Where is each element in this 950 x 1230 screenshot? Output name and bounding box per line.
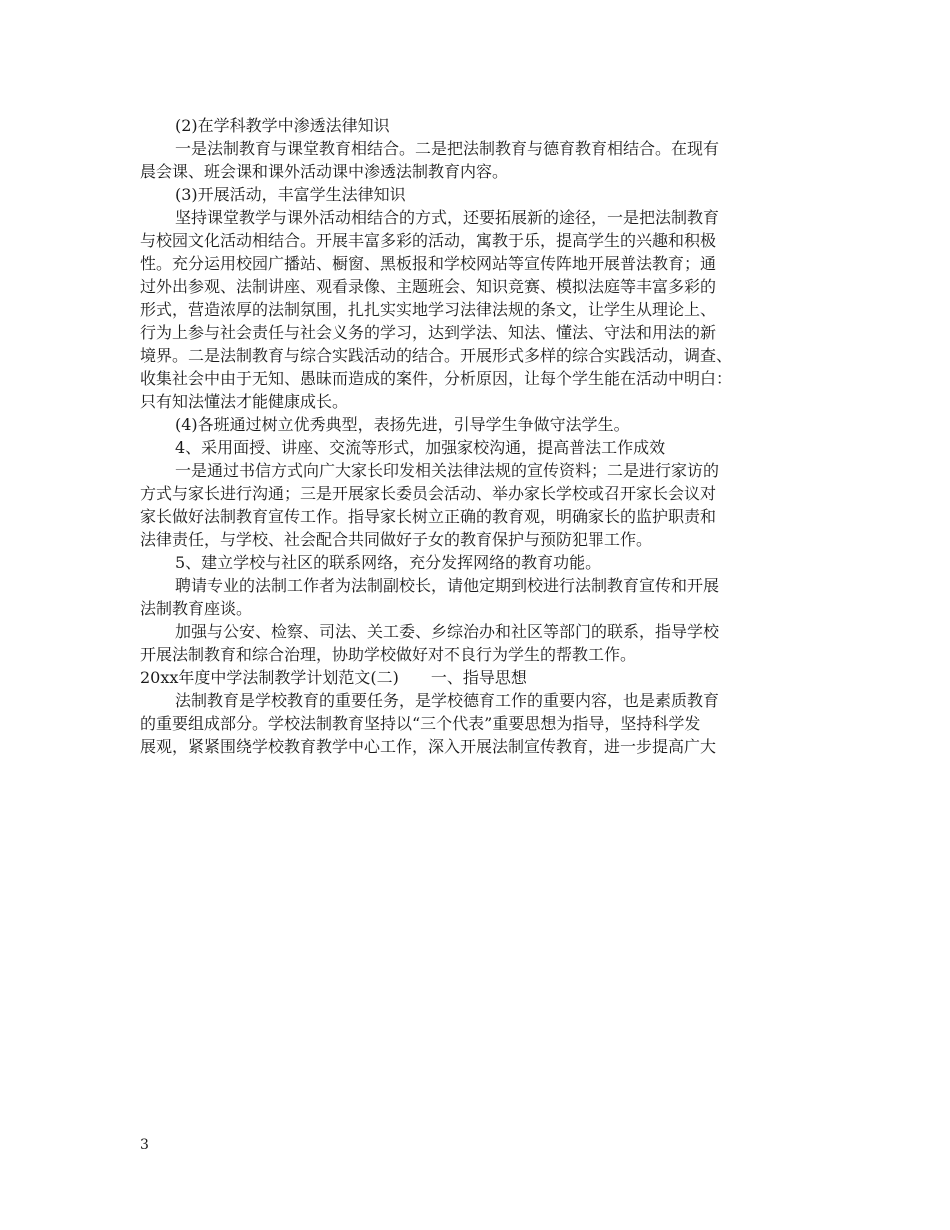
paragraph-line: 家长做好法制教育宣传工作。指导家长树立正确的教育观，明确家长的监护职责和 <box>140 507 717 526</box>
paragraph-line: 一是通过书信方式向广大家长印发相关法律法规的宣传资料；二是进行家访的 <box>175 461 720 480</box>
paragraph-line: 法律责任，与学校、社会配合共同做好子女的教育保护与预防犯罪工作。 <box>140 530 653 549</box>
document-body <box>140 113 828 757</box>
document-title-line: 20xx年度中学法制教学计划范文(二) 一、指导思想 <box>140 668 527 687</box>
paragraph-line: 境界。二是法制教育与综合实践活动的结合。开展形式多样的综合实践活动，调查、 <box>140 346 733 365</box>
section-heading-3: (3)开展活动，丰富学生法律知识 <box>175 185 406 204</box>
paragraph-line: 展观，紧紧围绕学校教育教学中心工作，深入开展法制宣传教育，进一步提高广大 <box>140 737 717 756</box>
paragraph-line: 性。充分运用校园广播站、橱窗、黑板报和学校网站等宣传阵地开展普法教育；通 <box>140 254 717 273</box>
paragraph-line: 一是法制教育与课堂教育相结合。二是把法制教育与德育教育相结合。在现有 <box>175 139 720 158</box>
paragraph-line: 只有知法懂法才能健康成长。 <box>140 392 349 411</box>
paragraph-line: 法制教育座谈。 <box>140 599 253 618</box>
paragraph-line: 方式与家长进行沟通；三是开展家长委员会活动、举办家长学校或召开家长会议对 <box>140 484 717 503</box>
section-heading-2: (2)在学科教学中渗透法律知识 <box>175 116 390 135</box>
paragraph-line: 形式，营造浓厚的法制氛围，扎扎实实地学习法律法规的条文，让学生从理论上、 <box>140 300 717 319</box>
paragraph-line: 的重要组成部分。学校法制教育坚持以“三个代表”重要思想为指导，坚持科学发 <box>140 714 701 733</box>
paragraph-line: 与校园文化活动相结合。开展丰富多彩的活动，寓教于乐，提高学生的兴趣和积极 <box>140 231 717 250</box>
paragraph-line: 收集社会中由于无知、愚昧而造成的案件，分析原因，让每个学生能在活动中明白： <box>140 369 733 388</box>
page-number: 3 <box>140 1137 149 1153</box>
section-heading-4: (4)各班通过树立优秀典型，表扬先进，引导学生争做守法学生。 <box>175 415 630 434</box>
paragraph-line: 晨会课、班会课和课外活动课中渗透法制教育内容。 <box>140 162 509 181</box>
numbered-heading-5: 5、建立学校与社区的联系网络，充分发挥网络的教育功能。 <box>175 553 602 572</box>
paragraph-line: 开展法制教育和综合治理，协助学校做好对不良行为学生的帮教工作。 <box>140 645 637 664</box>
numbered-heading-4: 4、采用面授、讲座、交流等形式，加强家校沟通，提高普法工作成效 <box>175 438 666 457</box>
paragraph-line: 法制教育是学校教育的重要任务，是学校德育工作的重要内容，也是素质教育 <box>175 691 720 710</box>
paragraph-line: 聘请专业的法制工作者为法制副校长，请他定期到校进行法制教育宣传和开展 <box>175 576 720 595</box>
paragraph-line: 坚持课堂教学与课外活动相结合的方式，还要拓展新的途径，一是把法制教育 <box>175 208 720 227</box>
paragraph-line: 行为上参与社会责任与社会义务的学习，达到学法、知法、懂法、守法和用法的新 <box>140 323 717 342</box>
paragraph-line: 过外出参观、法制讲座、观看录像、主题班会、知识竞赛、模拟法庭等丰富多彩的 <box>140 277 717 296</box>
paragraph-line: 加强与公安、检察、司法、关工委、乡综治办和社区等部门的联系，指导学校 <box>175 622 720 641</box>
